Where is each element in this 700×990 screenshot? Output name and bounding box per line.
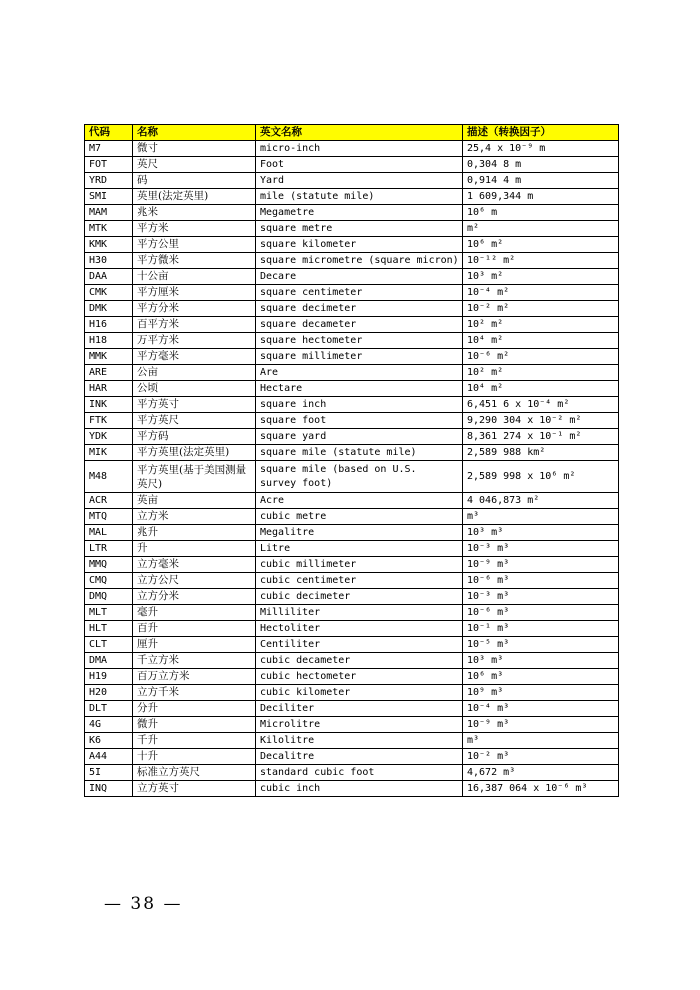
cell-conversion-factor: 10⁹ m³ bbox=[463, 685, 619, 701]
cell-name: 平方码 bbox=[133, 429, 256, 445]
cell-code: CMQ bbox=[85, 573, 133, 589]
cell-english-name: Hectoliter bbox=[256, 621, 463, 637]
cell-name: 分升 bbox=[133, 701, 256, 717]
cell-code: H30 bbox=[85, 253, 133, 269]
page-number: — 38 — bbox=[104, 894, 183, 914]
cell-code: SMI bbox=[85, 189, 133, 205]
cell-code: MTK bbox=[85, 221, 133, 237]
cell-conversion-factor: 1 609,344 m bbox=[463, 189, 619, 205]
cell-code: LTR bbox=[85, 541, 133, 557]
cell-conversion-factor: 10⁶ m² bbox=[463, 237, 619, 253]
cell-english-name: Acre bbox=[256, 493, 463, 509]
cell-code: MAL bbox=[85, 525, 133, 541]
cell-code: ACR bbox=[85, 493, 133, 509]
cell-code: MMK bbox=[85, 349, 133, 365]
cell-conversion-factor: 0,914 4 m bbox=[463, 173, 619, 189]
cell-name: 平方英尺 bbox=[133, 413, 256, 429]
table-row bbox=[85, 349, 619, 365]
table-row bbox=[85, 493, 619, 509]
cell-code: MTQ bbox=[85, 509, 133, 525]
cell-code: INK bbox=[85, 397, 133, 413]
table-row bbox=[85, 237, 619, 253]
cell-name: 标准立方英尺 bbox=[133, 765, 256, 781]
table-row bbox=[85, 509, 619, 525]
cell-english-name: Megametre bbox=[256, 205, 463, 221]
cell-english-name: standard cubic foot bbox=[256, 765, 463, 781]
cell-english-name: square hectometer bbox=[256, 333, 463, 349]
cell-conversion-factor: 10⁻⁶ m³ bbox=[463, 605, 619, 621]
cell-conversion-factor: 25,4 x 10⁻⁹ m bbox=[463, 141, 619, 157]
cell-english-name: square micrometre (square micron) bbox=[256, 253, 463, 269]
cell-conversion-factor: 10⁶ m bbox=[463, 205, 619, 221]
cell-conversion-factor: 10⁴ m² bbox=[463, 381, 619, 397]
table-row bbox=[85, 413, 619, 429]
cell-conversion-factor: m³ bbox=[463, 509, 619, 525]
cell-english-name: square inch bbox=[256, 397, 463, 413]
cell-code: DMA bbox=[85, 653, 133, 669]
cell-name: 公顷 bbox=[133, 381, 256, 397]
cell-code: DAA bbox=[85, 269, 133, 285]
cell-conversion-factor: 10⁻⁴ m² bbox=[463, 285, 619, 301]
cell-conversion-factor: 10⁻² m² bbox=[463, 301, 619, 317]
cell-code: H19 bbox=[85, 669, 133, 685]
table-row bbox=[85, 605, 619, 621]
table-row bbox=[85, 733, 619, 749]
cell-english-name: Decare bbox=[256, 269, 463, 285]
table-row bbox=[85, 301, 619, 317]
table-header-row bbox=[85, 125, 619, 141]
cell-name: 平方英寸 bbox=[133, 397, 256, 413]
cell-conversion-factor: 2,589 988 km² bbox=[463, 445, 619, 461]
cell-conversion-factor: 4 046,873 m² bbox=[463, 493, 619, 509]
cell-english-name: Milliliter bbox=[256, 605, 463, 621]
cell-english-name: cubic inch bbox=[256, 781, 463, 797]
cell-english-name: Litre bbox=[256, 541, 463, 557]
table-row bbox=[85, 381, 619, 397]
table-row bbox=[85, 445, 619, 461]
cell-name: 万平方米 bbox=[133, 333, 256, 349]
table-row bbox=[85, 621, 619, 637]
cell-name: 平方米 bbox=[133, 221, 256, 237]
table-row bbox=[85, 365, 619, 381]
table-row bbox=[85, 285, 619, 301]
table-row bbox=[85, 637, 619, 653]
cell-english-name: square foot bbox=[256, 413, 463, 429]
cell-conversion-factor: 4,672 m³ bbox=[463, 765, 619, 781]
cell-conversion-factor: 8,361 274 x 10⁻¹ m² bbox=[463, 429, 619, 445]
cell-name: 平方分米 bbox=[133, 301, 256, 317]
cell-name: 立方千米 bbox=[133, 685, 256, 701]
cell-english-name: cubic millimeter bbox=[256, 557, 463, 573]
cell-english-name: square decimeter bbox=[256, 301, 463, 317]
table-row bbox=[85, 461, 619, 493]
cell-conversion-factor: 2,589 998 x 10⁶ m² bbox=[463, 461, 619, 493]
cell-conversion-factor: 10⁻⁵ m³ bbox=[463, 637, 619, 653]
table-row bbox=[85, 669, 619, 685]
cell-conversion-factor: 0,304 8 m bbox=[463, 157, 619, 173]
cell-english-name: cubic metre bbox=[256, 509, 463, 525]
header-code: 代码 bbox=[85, 125, 133, 141]
cell-conversion-factor: 10⁻⁶ m³ bbox=[463, 573, 619, 589]
cell-conversion-factor: 10² m² bbox=[463, 317, 619, 333]
cell-name: 厘升 bbox=[133, 637, 256, 653]
table-row bbox=[85, 717, 619, 733]
cell-conversion-factor: 10³ m² bbox=[463, 269, 619, 285]
cell-code: H18 bbox=[85, 333, 133, 349]
table-row bbox=[85, 333, 619, 349]
table-row bbox=[85, 541, 619, 557]
cell-code: YDK bbox=[85, 429, 133, 445]
cell-name: 平方英里(法定英里) bbox=[133, 445, 256, 461]
table-row bbox=[85, 141, 619, 157]
cell-english-name: square mile (based on U.S. survey foot) bbox=[256, 461, 463, 493]
cell-conversion-factor: 10⁻¹² m² bbox=[463, 253, 619, 269]
header-english-name: 英文名称 bbox=[256, 125, 463, 141]
cell-name: 立方毫米 bbox=[133, 557, 256, 573]
cell-conversion-factor: 10⁻⁶ m² bbox=[463, 349, 619, 365]
cell-code: H16 bbox=[85, 317, 133, 333]
table-row bbox=[85, 317, 619, 333]
cell-code: K6 bbox=[85, 733, 133, 749]
cell-english-name: square centimeter bbox=[256, 285, 463, 301]
table-row bbox=[85, 685, 619, 701]
cell-code: M48 bbox=[85, 461, 133, 493]
cell-code: CLT bbox=[85, 637, 133, 653]
table-body bbox=[85, 141, 619, 797]
cell-code: 5I bbox=[85, 765, 133, 781]
cell-name: 平方公里 bbox=[133, 237, 256, 253]
cell-conversion-factor: m³ bbox=[463, 733, 619, 749]
cell-conversion-factor: 10⁻³ m³ bbox=[463, 589, 619, 605]
cell-name: 十公亩 bbox=[133, 269, 256, 285]
cell-name: 百升 bbox=[133, 621, 256, 637]
cell-conversion-factor: 10² m² bbox=[463, 365, 619, 381]
header-conversion-factor: 描述（转换因子） bbox=[463, 125, 619, 141]
cell-name: 立方米 bbox=[133, 509, 256, 525]
cell-english-name: micro-inch bbox=[256, 141, 463, 157]
cell-conversion-factor: 10⁻⁹ m³ bbox=[463, 557, 619, 573]
cell-code: MMQ bbox=[85, 557, 133, 573]
cell-english-name: square metre bbox=[256, 221, 463, 237]
cell-conversion-factor: 10⁻² m³ bbox=[463, 749, 619, 765]
cell-conversion-factor: 6,451 6 x 10⁻⁴ m² bbox=[463, 397, 619, 413]
cell-code: INQ bbox=[85, 781, 133, 797]
cell-conversion-factor: m² bbox=[463, 221, 619, 237]
cell-english-name: square yard bbox=[256, 429, 463, 445]
cell-english-name: Foot bbox=[256, 157, 463, 173]
table-row bbox=[85, 189, 619, 205]
cell-name: 码 bbox=[133, 173, 256, 189]
table-row bbox=[85, 525, 619, 541]
cell-conversion-factor: 10³ m³ bbox=[463, 525, 619, 541]
cell-english-name: square mile (statute mile) bbox=[256, 445, 463, 461]
cell-english-name: cubic decimeter bbox=[256, 589, 463, 605]
table-row bbox=[85, 589, 619, 605]
cell-english-name: Yard bbox=[256, 173, 463, 189]
cell-english-name: cubic kilometer bbox=[256, 685, 463, 701]
cell-name: 立方英寸 bbox=[133, 781, 256, 797]
table-row bbox=[85, 205, 619, 221]
cell-name: 十升 bbox=[133, 749, 256, 765]
table-row bbox=[85, 653, 619, 669]
table-row bbox=[85, 221, 619, 237]
cell-conversion-factor: 10⁻⁹ m³ bbox=[463, 717, 619, 733]
cell-code: DLT bbox=[85, 701, 133, 717]
table-row bbox=[85, 269, 619, 285]
cell-conversion-factor: 10⁴ m² bbox=[463, 333, 619, 349]
cell-english-name: cubic decameter bbox=[256, 653, 463, 669]
cell-code: DMK bbox=[85, 301, 133, 317]
cell-english-name: Deciliter bbox=[256, 701, 463, 717]
cell-code: MLT bbox=[85, 605, 133, 621]
cell-code: CMK bbox=[85, 285, 133, 301]
table-row bbox=[85, 429, 619, 445]
table-row bbox=[85, 253, 619, 269]
table-row bbox=[85, 397, 619, 413]
cell-name: 立方公尺 bbox=[133, 573, 256, 589]
cell-conversion-factor: 10⁻¹ m³ bbox=[463, 621, 619, 637]
cell-name: 微寸 bbox=[133, 141, 256, 157]
cell-name: 百平方米 bbox=[133, 317, 256, 333]
cell-conversion-factor: 10⁻³ m³ bbox=[463, 541, 619, 557]
cell-english-name: Kilolitre bbox=[256, 733, 463, 749]
cell-code: 4G bbox=[85, 717, 133, 733]
cell-code: DMQ bbox=[85, 589, 133, 605]
cell-code: MIK bbox=[85, 445, 133, 461]
cell-name: 千升 bbox=[133, 733, 256, 749]
cell-english-name: square decameter bbox=[256, 317, 463, 333]
cell-conversion-factor: 10⁶ m³ bbox=[463, 669, 619, 685]
cell-code: FOT bbox=[85, 157, 133, 173]
cell-english-name: mile (statute mile) bbox=[256, 189, 463, 205]
cell-name: 平方厘米 bbox=[133, 285, 256, 301]
cell-name: 平方毫米 bbox=[133, 349, 256, 365]
cell-english-name: Megalitre bbox=[256, 525, 463, 541]
table-row bbox=[85, 173, 619, 189]
cell-conversion-factor: 10³ m³ bbox=[463, 653, 619, 669]
cell-conversion-factor: 10⁻⁴ m³ bbox=[463, 701, 619, 717]
cell-name: 平方英里(基于美国测量英尺) bbox=[133, 461, 256, 493]
cell-english-name: cubic hectometer bbox=[256, 669, 463, 685]
table-row bbox=[85, 557, 619, 573]
cell-name: 兆米 bbox=[133, 205, 256, 221]
cell-code: HLT bbox=[85, 621, 133, 637]
cell-english-name: Microlitre bbox=[256, 717, 463, 733]
table-row bbox=[85, 765, 619, 781]
cell-name: 毫升 bbox=[133, 605, 256, 621]
cell-code: ARE bbox=[85, 365, 133, 381]
cell-code: M7 bbox=[85, 141, 133, 157]
cell-name: 公亩 bbox=[133, 365, 256, 381]
cell-name: 英里(法定英里) bbox=[133, 189, 256, 205]
cell-name: 升 bbox=[133, 541, 256, 557]
cell-english-name: Hectare bbox=[256, 381, 463, 397]
cell-code: KMK bbox=[85, 237, 133, 253]
cell-name: 英尺 bbox=[133, 157, 256, 173]
cell-english-name: Decalitre bbox=[256, 749, 463, 765]
cell-code: H20 bbox=[85, 685, 133, 701]
cell-name: 微升 bbox=[133, 717, 256, 733]
cell-english-name: square kilometer bbox=[256, 237, 463, 253]
table-row bbox=[85, 749, 619, 765]
cell-name: 百万立方米 bbox=[133, 669, 256, 685]
cell-name: 平方微米 bbox=[133, 253, 256, 269]
cell-name: 立方分米 bbox=[133, 589, 256, 605]
cell-conversion-factor: 16,387 064 x 10⁻⁶ m³ bbox=[463, 781, 619, 797]
unit-code-table bbox=[84, 124, 619, 797]
cell-english-name: Are bbox=[256, 365, 463, 381]
cell-code: FTK bbox=[85, 413, 133, 429]
cell-code: A44 bbox=[85, 749, 133, 765]
cell-name: 兆升 bbox=[133, 525, 256, 541]
cell-code: MAM bbox=[85, 205, 133, 221]
cell-code: YRD bbox=[85, 173, 133, 189]
header-name: 名称 bbox=[133, 125, 256, 141]
cell-english-name: Centiliter bbox=[256, 637, 463, 653]
cell-name: 千立方米 bbox=[133, 653, 256, 669]
cell-english-name: cubic centimeter bbox=[256, 573, 463, 589]
table-row bbox=[85, 573, 619, 589]
table-row bbox=[85, 781, 619, 797]
table-row bbox=[85, 157, 619, 173]
cell-english-name: square millimeter bbox=[256, 349, 463, 365]
cell-name: 英亩 bbox=[133, 493, 256, 509]
cell-conversion-factor: 9,290 304 x 10⁻² m² bbox=[463, 413, 619, 429]
table-row bbox=[85, 701, 619, 717]
cell-code: HAR bbox=[85, 381, 133, 397]
